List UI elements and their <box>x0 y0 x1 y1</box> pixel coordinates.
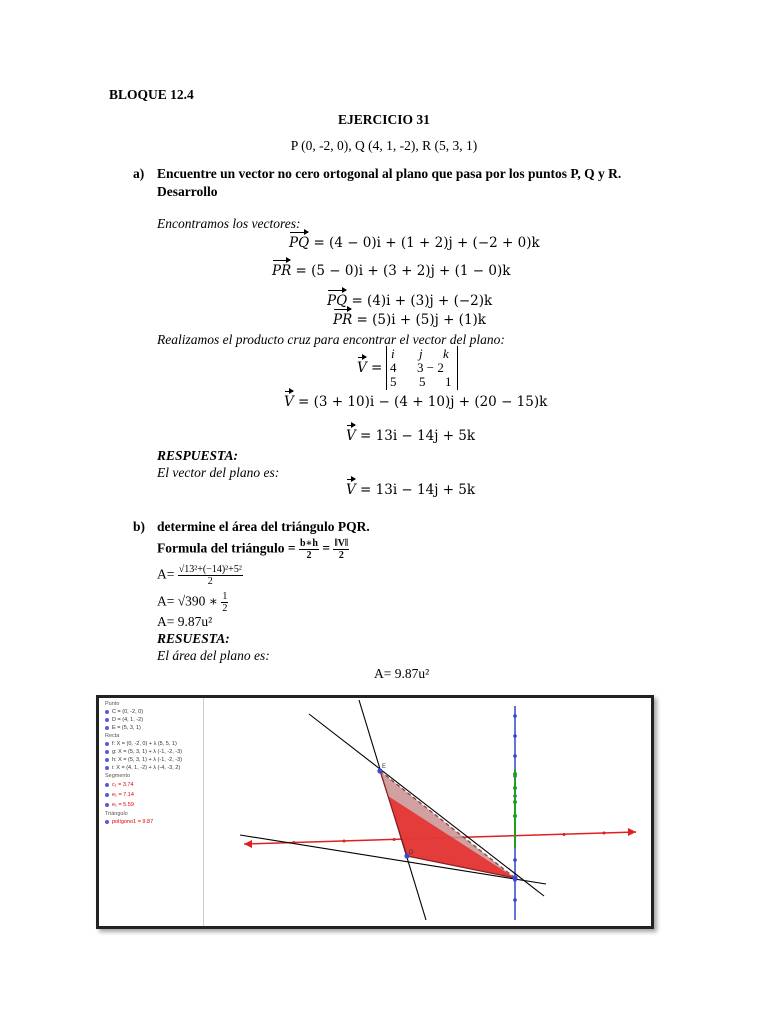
find-vectors-text: Encontramos los vectores: <box>157 216 301 231</box>
segment-1[interactable] <box>105 782 134 788</box>
step1-den: 2 <box>207 576 213 587</box>
pq-eq2-rhs: = (4)i + (3)j + (−2)k <box>351 293 493 309</box>
x-axis-arrow-left-icon <box>244 840 252 848</box>
visibility-dot-icon[interactable] <box>105 758 109 762</box>
formula-den: 2 <box>306 550 312 561</box>
visibility-dot-icon[interactable] <box>105 726 109 730</box>
det-j: j <box>419 346 423 361</box>
step2-num: 1 <box>222 591 228 602</box>
formula-equals: = <box>322 540 331 556</box>
segment-2-text: e₁ = 7.14 <box>112 792 134 798</box>
points-line: P (0, -2, 0), Q (4, 1, -2), R (5, 3, 1) <box>290 138 478 153</box>
point-c[interactable] <box>105 709 143 715</box>
part-b-label: b) <box>133 519 146 534</box>
v-vector-name-4: V <box>346 482 356 498</box>
formula-den-2: 2 <box>338 550 344 561</box>
point-d-label: D <box>409 850 414 856</box>
line-i-drawing <box>240 835 546 884</box>
v-det-equals: = <box>371 360 383 376</box>
part-a-question: Encuentre un vector no cero ortogonal al plano que pasa por los puntos P, Q y R. <box>157 166 622 181</box>
formula-num: b∗h <box>299 538 318 549</box>
determinant-matrix <box>386 346 458 390</box>
block-title: BLOQUE 12.4 <box>109 87 194 102</box>
v-result <box>346 428 475 444</box>
segment-1-text: c₁ = 3.74 <box>112 782 134 788</box>
pq-vector-name-2: PQ <box>327 293 348 309</box>
answer-b-text: El área del plano es: <box>157 648 270 663</box>
v-result-rhs: = 13i − 14j + 5k <box>360 428 476 444</box>
point-c-text: C = (0, -2, 0) <box>112 709 144 715</box>
point-e-text: E = (5, 3, 1) <box>112 725 141 731</box>
step1-prefix: A= <box>157 566 175 582</box>
segment-3-text: e₁ = 5.59 <box>112 802 134 808</box>
pr-equation-1 <box>272 263 510 279</box>
point-e[interactable] <box>105 725 141 731</box>
formula-line <box>157 538 349 561</box>
answer-b-label: RESUESTA: <box>157 631 230 646</box>
segment-2[interactable] <box>105 792 134 798</box>
v-final-rhs: = 13i − 14j + 5k <box>360 482 476 498</box>
step1-fraction <box>178 564 243 587</box>
det-4: 4 <box>390 360 397 375</box>
area-step-1 <box>157 564 243 587</box>
det-1: 1 <box>445 374 452 389</box>
pr-vector-name: PR <box>272 263 292 279</box>
part-a-development: Desarrollo <box>157 184 218 199</box>
det-5b: 5 <box>419 374 426 389</box>
step2-den: 2 <box>222 603 228 614</box>
formula-num-2: ‖V‖ <box>334 538 349 549</box>
graphics-view[interactable] <box>204 698 651 926</box>
geogebra-screenshot <box>96 695 654 929</box>
line-g[interactable] <box>105 749 182 755</box>
area-final: A= 9.87u² <box>374 666 430 681</box>
section-punto: Punto <box>105 701 120 707</box>
area-step-2 <box>157 591 228 614</box>
part-b-question: determine el área del triángulo PQR. <box>157 519 370 534</box>
v-vector-name-2: V <box>284 394 294 410</box>
line-g-text: g: X = (5, 3, 1) + λ (-1, -2, -3) <box>112 749 182 755</box>
det-3-minus-2: 3 − 2 <box>417 360 444 375</box>
v-expansion <box>284 394 547 410</box>
step2-text: A= √390 ∗ <box>157 593 218 609</box>
pr-eq2-rhs: = (5)i + (5)j + (1)k <box>356 312 486 328</box>
point-d[interactable] <box>105 717 143 723</box>
point-c-marker[interactable] <box>512 875 517 880</box>
pr-eq1-rhs: = (5 − 0)i + (3 + 2)j + (1 − 0)k <box>295 263 511 279</box>
part-a-label: a) <box>133 166 145 181</box>
det-i: i <box>391 346 395 361</box>
pq-eq1-rhs: = (4 − 0)i + (1 + 2)j + (−2 + 0)k <box>313 235 540 251</box>
visibility-dot-icon[interactable] <box>105 766 109 770</box>
segment-3[interactable] <box>105 802 134 808</box>
v-vector-name-3: V <box>346 428 356 444</box>
visibility-dot-icon[interactable] <box>105 710 109 714</box>
visibility-dot-icon[interactable] <box>105 742 109 746</box>
section-segmento: Segmento <box>105 773 131 779</box>
visibility-dot-icon[interactable] <box>105 783 109 787</box>
formula-fraction-1 <box>299 538 319 561</box>
step1-num: √13²+(−14)²+5² <box>178 564 242 575</box>
x-axis-arrow-right-icon <box>628 828 636 836</box>
line-h[interactable] <box>105 757 182 763</box>
algebra-panel <box>99 698 204 926</box>
cross-product-text: Realizamos el producto cruz para encontrar el vector del plano: <box>157 332 505 347</box>
step2-fraction <box>221 591 228 614</box>
line-f-drawing <box>309 714 544 896</box>
section-triangulo: Triángulo <box>105 811 128 817</box>
visibility-dot-icon[interactable] <box>105 750 109 754</box>
answer-a-label: RESPUESTA: <box>157 448 239 463</box>
section-recta: Recta <box>105 733 120 739</box>
v-det-lhs <box>357 360 382 376</box>
line-i-text: i: X = (4, 1, -2) + λ (-4, -3, 2) <box>112 765 181 771</box>
visibility-dot-icon[interactable] <box>105 803 109 807</box>
polygon-1[interactable] <box>105 819 153 825</box>
v-vector-name: V <box>357 360 367 376</box>
exercise-title: EJERCICIO 31 <box>338 112 430 127</box>
line-f-text: f: X = (0, -2, 0) + λ (5, 5, 1) <box>112 741 177 747</box>
v-expand-rhs: = (3 + 10)i − (4 + 10)j + (20 − 15)k <box>298 394 548 410</box>
formula-fraction-2 <box>333 538 349 561</box>
point-e-label: E <box>382 764 387 770</box>
polygon-1-text: polígono1 = 9.87 <box>112 819 154 825</box>
pq-vector-name: PQ <box>289 235 310 251</box>
visibility-dot-icon[interactable] <box>105 718 109 722</box>
visibility-dot-icon[interactable] <box>105 793 109 797</box>
det-k: k <box>443 346 449 361</box>
point-d-text: D = (4, 1, -2) <box>112 717 144 723</box>
pr-equation-2 <box>333 312 486 328</box>
pr-vector-name-2: PR <box>333 312 353 328</box>
line-h-text: h: X = (5, 3, 1) + λ (-1, -2, -3) <box>112 757 182 763</box>
pq-equation-1 <box>289 235 540 251</box>
visibility-dot-icon[interactable] <box>105 820 109 824</box>
answer-a-text: El vector del plano es: <box>157 465 280 480</box>
formula-label: Formula del triángulo = <box>157 540 296 556</box>
det-5a: 5 <box>390 374 397 389</box>
line-i[interactable] <box>105 765 180 771</box>
area-step-3: A= 9.87u² <box>157 614 213 629</box>
v-final <box>346 482 475 498</box>
line-f[interactable] <box>105 741 177 747</box>
